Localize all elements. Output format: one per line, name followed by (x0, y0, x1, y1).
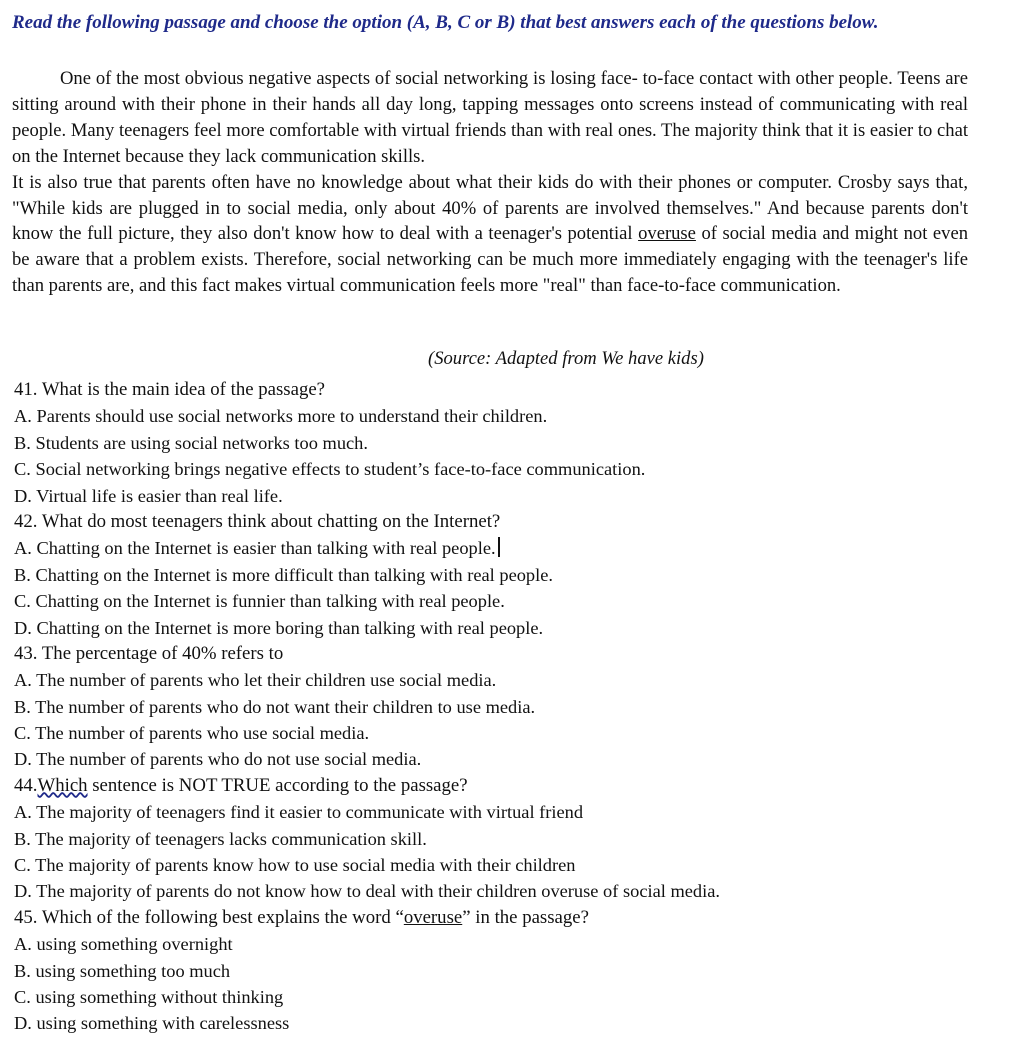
question-45-option-c[interactable]: C. using something without thinking (14, 986, 284, 1007)
question-43-option-c[interactable]: C. The number of parents who use social media. (14, 723, 370, 744)
reading-passage (12, 66, 968, 299)
passage-paragraph-1: One of the most obvious negative aspects of social networking is losing face- to-face contact with other people. Teens are sitting around with their phone in their hands all day long, tapping messages onto screens instead of communicating with real people. Many teenagers feel more comfortable with virtual friends than with real ones. The majority think that it is easier to chat on the Internet because they lack communication skills. (12, 68, 968, 167)
passage-p2-text-before: It is also true that parents often have no knowledge about what their kids do with their phones or computer. Crosby says that, "While kids are plugged in to social media, only about 40% of parents are involved themselves." And because parents don't know the full picture, they also don't know how to deal with a teenager's potential (12, 171, 968, 245)
question-44-option-c[interactable]: C. The majority of parents know how to use social media with their children (14, 855, 576, 876)
question-45-option-b[interactable]: B. using something too much (14, 960, 231, 981)
question-43-option-d[interactable]: D. The number of parents who do not use social media. (14, 749, 422, 770)
question-41-option-a[interactable]: A. Parents should use social networks more to understand their children. (14, 406, 548, 427)
question-43-option-a[interactable]: A. The number of parents who let their children use social media. (14, 670, 497, 691)
question-45-option-d[interactable]: D. using something with carelessness (14, 1013, 290, 1034)
question-41-option-d[interactable]: D. Virtual life is easier than real life. (14, 485, 283, 506)
question-list (14, 377, 1014, 1037)
passage-p2-text-after: of social media and might not even be aware that a problem exists. Therefore, social networking can be much more immediately engaging with the teenager's life than parents are, and this fact makes virtual communication feels more "real" than face-to-face communication. (12, 223, 968, 297)
question-43-stem: 43. The percentage of 40% refers to (14, 642, 284, 664)
question-45-underlined-word: overuse (403, 906, 463, 928)
question-45-stem (14, 905, 1014, 931)
underlined-word-overuse: overuse (638, 223, 696, 245)
question-42-option-a[interactable] (14, 535, 1014, 561)
question-42-option-c[interactable]: C. Chatting on the Internet is funnier than talking with real people. (14, 591, 505, 612)
question-45-stem-rest: ” in the passage? (462, 906, 589, 928)
text-cursor (498, 537, 500, 557)
question-45-option-a[interactable]: A. using something overnight (14, 934, 233, 955)
question-45-stem-prefix: 45. Which of the following best explains the word “ (14, 906, 404, 928)
question-41-stem: 41. What is the main idea of the passage? (14, 379, 326, 400)
question-41-option-c[interactable]: C. Social networking brings negative effects to student’s face-to-face communication. (14, 459, 646, 480)
question-44-number: 44. (14, 774, 38, 796)
question-41-option-b[interactable]: B. Students are using social networks too much. (14, 432, 368, 453)
instruction-heading: Read the following passage and choose the option (A, B, C or B) that best answers each of the questions below. (12, 12, 879, 33)
question-44-stem-rest: sentence is NOT TRUE according to the passage? (87, 774, 468, 796)
passage-source: (Source: Adapted from We have kids) (428, 348, 704, 369)
question-44-option-b[interactable]: B. The majority of teenagers lacks communication skill. (14, 828, 427, 849)
question-42-option-a-text: A. Chatting on the Internet is easier than talking with real people. (14, 538, 496, 559)
passage-paragraph-2 (12, 170, 968, 300)
question-44-option-a[interactable]: A. The majority of teenagers find it easier to communicate with virtual friend (14, 802, 584, 823)
question-42-stem: 42. What do most teenagers think about chatting on the Internet? (14, 510, 501, 532)
question-44-stem (14, 773, 1014, 799)
question-42-option-d[interactable]: D. Chatting on the Internet is more boring than talking with real people. (14, 617, 544, 638)
question-44-wavy-word: Which (37, 774, 88, 796)
question-43-option-b[interactable]: B. The number of parents who do not want their children to use media. (14, 696, 536, 717)
question-42-option-b[interactable]: B. Chatting on the Internet is more difficult than talking with real people. (14, 564, 553, 585)
question-44-option-d[interactable]: D. The majority of parents do not know how to deal with their children overuse of social media. (14, 881, 720, 902)
